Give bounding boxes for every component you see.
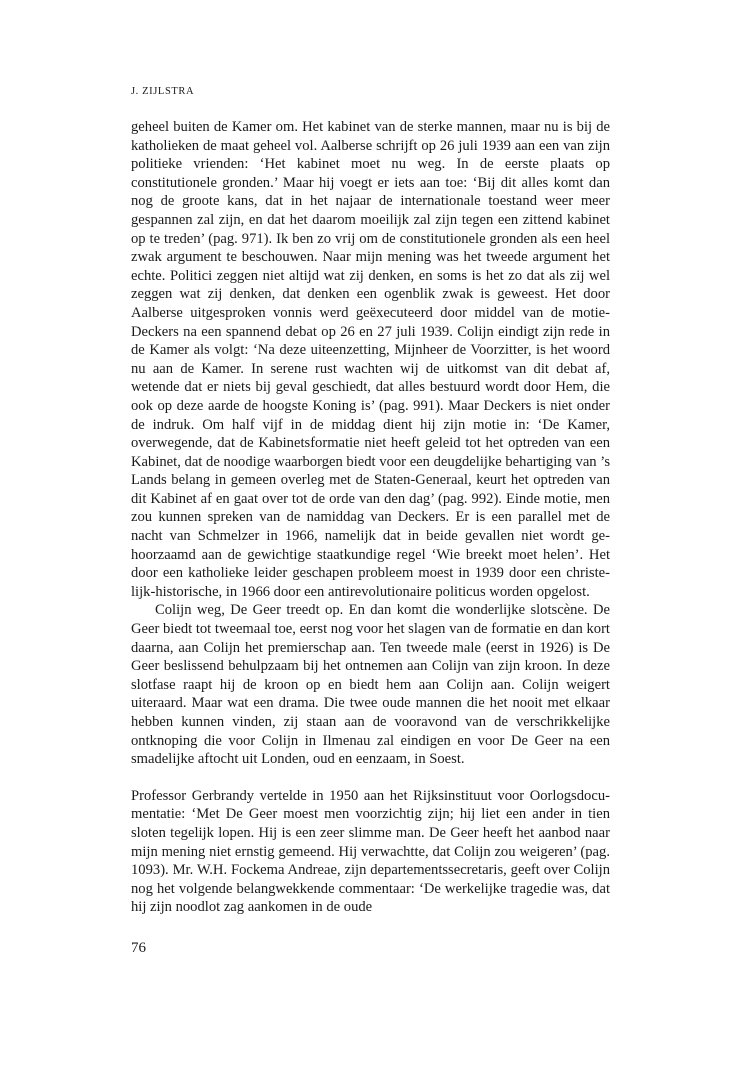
body-text bbox=[131, 118, 610, 917]
paragraph-3: Professor Gerbrandy vertelde in 1950 aan het Rijksinstituut voor Oorlogsdocumentatie: ‘Met De Geer moest men voorzichtig zijn; hij liet een ander in tien sloten tegelijk lopen. Hij is een zeer slimme man. De Geer heeft het aanbod naar mijn mening niet ernstig gemeend. Hij verwachtte, dat Colijn zou weigeren’ (pag. 1093). Mr. W.H. Fockema Andreae, zijn departementssecretaris, geeft over Colijn nog het volgende belangwekkende commentaar: ‘De werkelijke tragedie was, dat hij zijn noodlot zag aankomen in de oude bbox=[131, 787, 610, 916]
paragraph-1: geheel buiten de Kamer om. Het kabinet van de sterke mannen, maar nu is bij de katholieken de maat geheel vol. Aalberse schrijft op 26 juli 1939 aan een van zijn politieke vrienden: ‘Het kabinet moet nu weg. In de eerste plaats op constitutionele gronden.’ Maar hij voegt er iets aan toe: ‘Bij dit alles komt dan nog de groote kans, dat in het najaar de internationale toestand weer meer gespannen zal zijn, en dat het daarom moeilijk zal zijn tegen een zittend kabinet op te treden’ (pag. 971). Ik ben zo vrij om de constitutionele gronden als een heel zwak argument te beschouwen. Naar mijn mening was het tweede argument het echte. Politici zeggen niet altijd wat zij denken, en soms is het zo dat als zij wel zeggen wat zij denken, dat denken een ogenblik zwak is geweest. Het door Aalberse uitgesproken vonnis werd geëxecuteerd door middel van de motie-Deckers na een spannend debat op 26 en 27 juli 1939. Colijn eindigt zijn rede in de Kamer als volgt: ‘Na deze uiteenzetting, Mijnheer de Voorzitter, is het woord nu aan de Kamer. In serene rust wachten wij de uitkomst van dit debat af, wetende dat er niets bij geval geschiedt, dat alles bestuurd wordt door Hem, die ook op deze aarde de hoogste Koning is’ (pag. 991). Maar Deckers is niet onder de indruk. Om half vijf in de middag dient hij zijn motie in: ‘De Kamer, overwegende, dat de Kabinetsformatie niet heeft geleid tot het optreden van een Kabinet, dat de noodige waarborgen biedt voor een deugdelijke behartiging van ’s Lands belang in gemeen overleg met de Staten-Generaal, keurt het optreden van dit Kabinet af en gaat over tot de orde van den dag’ (pag. 992). Einde motie, men zou kunnen spreken van de namiddag van Deckers. Er is een parallel met de nacht van Schmelzer in 1966, namelijk dat in beide gevallen niet wordt gehoorzaamd aan de gewichtige staatkundige regel ‘Wie breekt moet helen’. Het door een katholieke leider geschapen probleem moest in 1939 door een christelijk-historische, in 1966 door een antirevolutionaire politicus worden opgelost. bbox=[131, 119, 610, 600]
running-head: J. ZIJLSTRA bbox=[131, 86, 195, 97]
page-number: 76 bbox=[131, 940, 146, 956]
paragraph-2: Colijn weg, De Geer treedt op. En dan komt die wonderlijke slotscène. De Geer biedt tot tweemaal toe, eerst nog voor het slagen van de formatie en dan kort daarna, aan Colijn het premierschap aan. Ten tweede male (eerst in 1926) is De Geer beslissend behulpzaam bij het ontnemen aan Colijn van zijn kroon. In deze slotfase raapt hij de kroon op en biedt hem aan Colijn aan. Colijn weigert uiteraard. Maar wat een drama. Die twee oude mannen die het nooit met elkaar hebben kunnen vinden, zij staan aan de vooravond van de verschrikkelijke ontknoping die voor Colijn in Ilmenau zal eindigen en voor De Geer na een smadelijke aftocht uit Londen, oud en eenzaam, in Soest. bbox=[131, 602, 610, 768]
